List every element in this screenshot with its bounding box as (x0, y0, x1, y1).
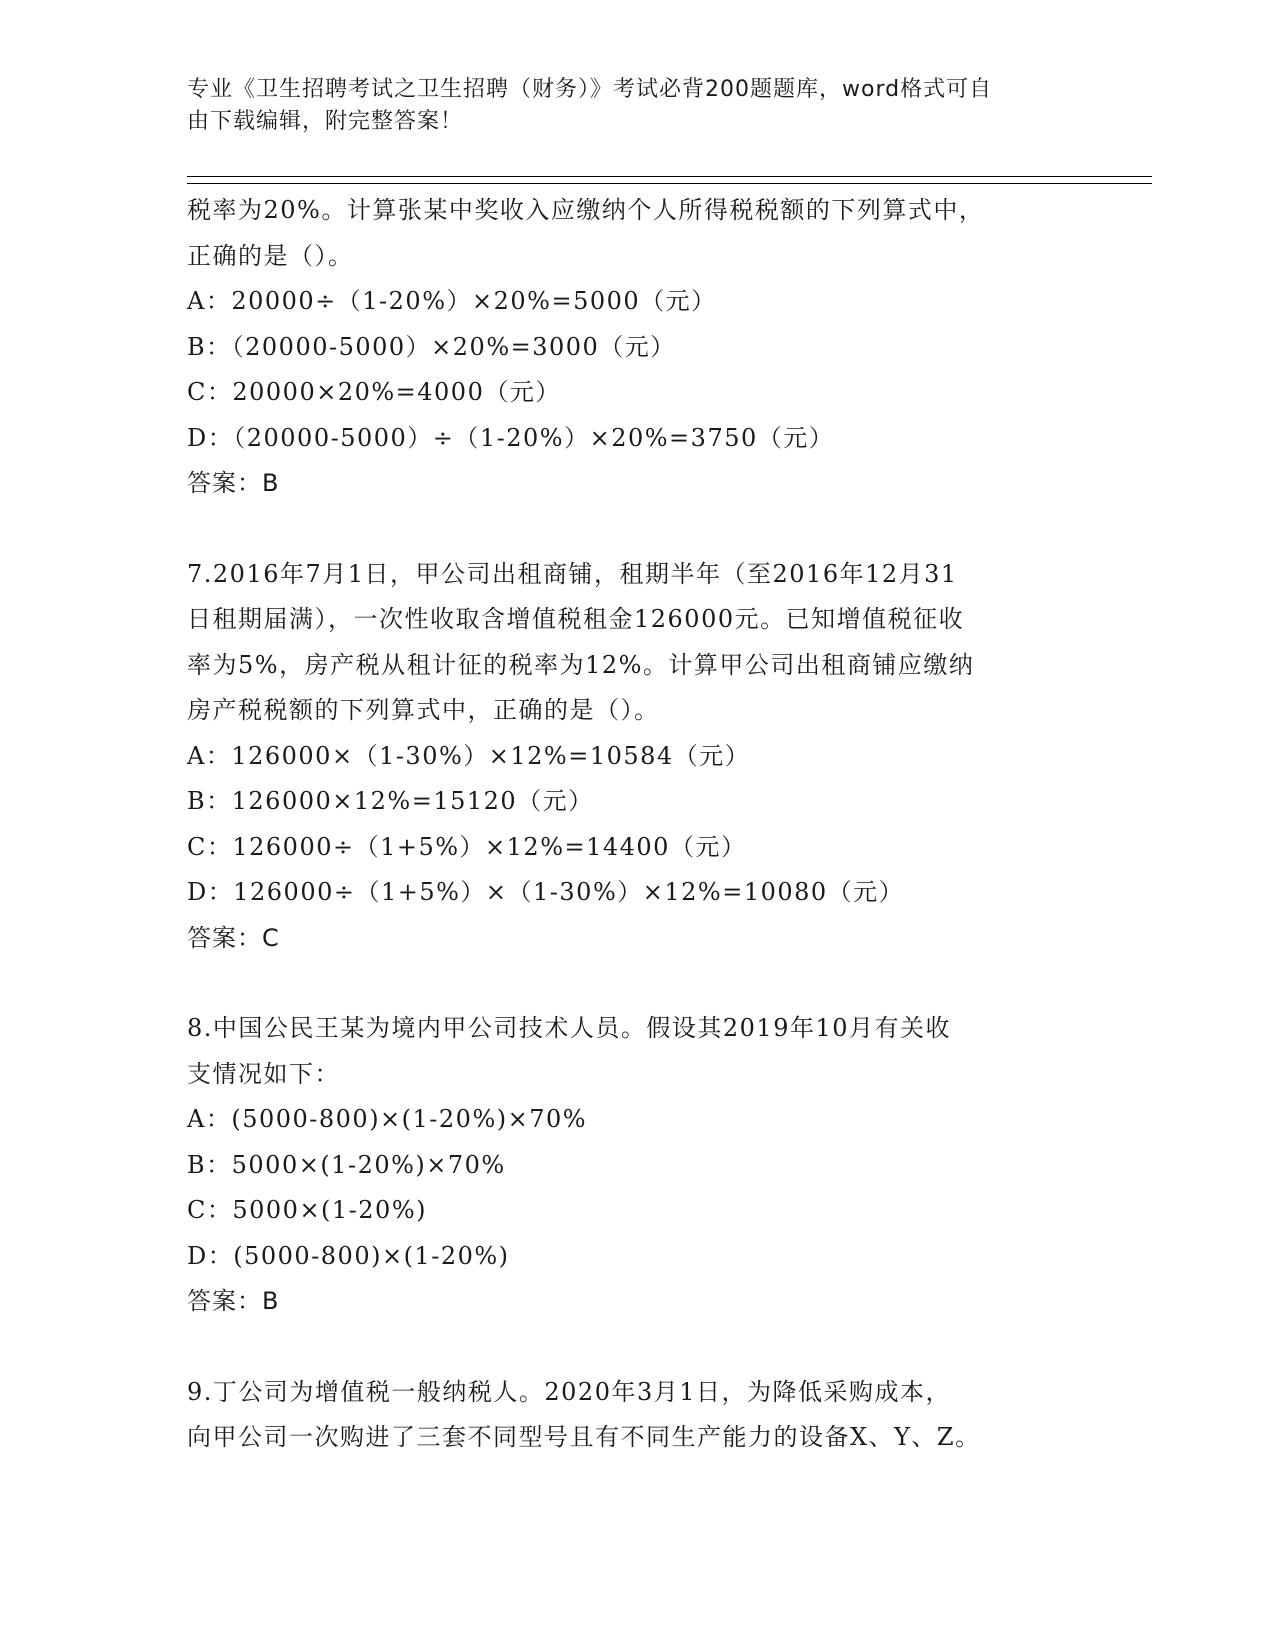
header-line-2: 由下载编辑，附完整答案！ (187, 109, 464, 134)
option-c: C：20000×20%=4000（元） (187, 378, 561, 406)
question-text-line: 7.2016年7月1日，甲公司出租商铺，租期半年（至2016年12月31 (187, 559, 958, 588)
answer-label: 答案：B (187, 469, 280, 497)
document-header (187, 74, 1067, 138)
question-text-line: 9.丁公司为增值税一般纳税人。2020年3月1日，为降低采购成本， (187, 1377, 952, 1406)
spacer (187, 507, 1087, 552)
header-divider-bottom (187, 183, 1152, 184)
question-text-line: 率为5%，房产税从租计征的税率为12%。计算甲公司出租商铺应缴纳 (187, 650, 975, 679)
option-d: D：(5000-800)×(1-20%) (187, 1241, 510, 1270)
question-text-line: 税率为20%。计算张某中奖收入应缴纳个人所得税税额的下列算式中， (187, 196, 985, 224)
answer-label: 答案：C (187, 923, 280, 952)
question-text-line: 日租期届满），一次性收取含增值税租金126000元。已知增值税征收 (187, 605, 965, 633)
question-6 (187, 188, 1087, 507)
question-7 (187, 552, 1087, 962)
option-d: D：（20000-5000）÷（1-20%）×20%=3750（元） (187, 423, 835, 452)
question-9 (187, 1370, 1087, 1461)
option-b: B：5000×(1-20%)×70% (187, 1150, 506, 1179)
answer-label: 答案：B (187, 1287, 280, 1315)
header-divider-top (187, 176, 1152, 177)
question-8 (187, 1006, 1087, 1325)
option-d: D：126000÷（1+5%）×（1-30%）×12%=10080（元） (187, 878, 905, 906)
question-text-line: 向甲公司一次购进了三套不同型号且有不同生产能力的设备X、Y、Z。 (187, 1423, 981, 1451)
header-line-1: 专业《卫生招聘考试之卫生招聘（财务）》考试必背200题题库，word格式可自 (187, 77, 993, 102)
question-text-line: 房产税税额的下列算式中，正确的是（）。 (187, 696, 660, 724)
question-text-line: 支情况如下： (187, 1059, 340, 1088)
option-c: C：5000×(1-20%) (187, 1196, 427, 1224)
option-a: A：20000÷（1-20%）×20%=5000（元） (187, 287, 717, 315)
option-c: C：126000÷（1+5%）×12%=14400（元） (187, 832, 747, 861)
question-text-line: 8.中国公民王某为境内甲公司技术人员。假设其2019年10月有关收 (187, 1014, 952, 1042)
option-b: B：（20000-5000）×20%=3000（元） (187, 332, 676, 361)
question-text-line: 正确的是（）。 (187, 241, 354, 270)
option-a: A：126000×（1-30%）×12%=10584（元） (187, 741, 751, 770)
option-b: B：126000×12%=15120（元） (187, 787, 594, 815)
document-body (187, 188, 1087, 1461)
option-a: A：(5000-800)×(1-20%)×70% (187, 1105, 588, 1133)
spacer (187, 1325, 1087, 1370)
spacer (187, 961, 1087, 1006)
